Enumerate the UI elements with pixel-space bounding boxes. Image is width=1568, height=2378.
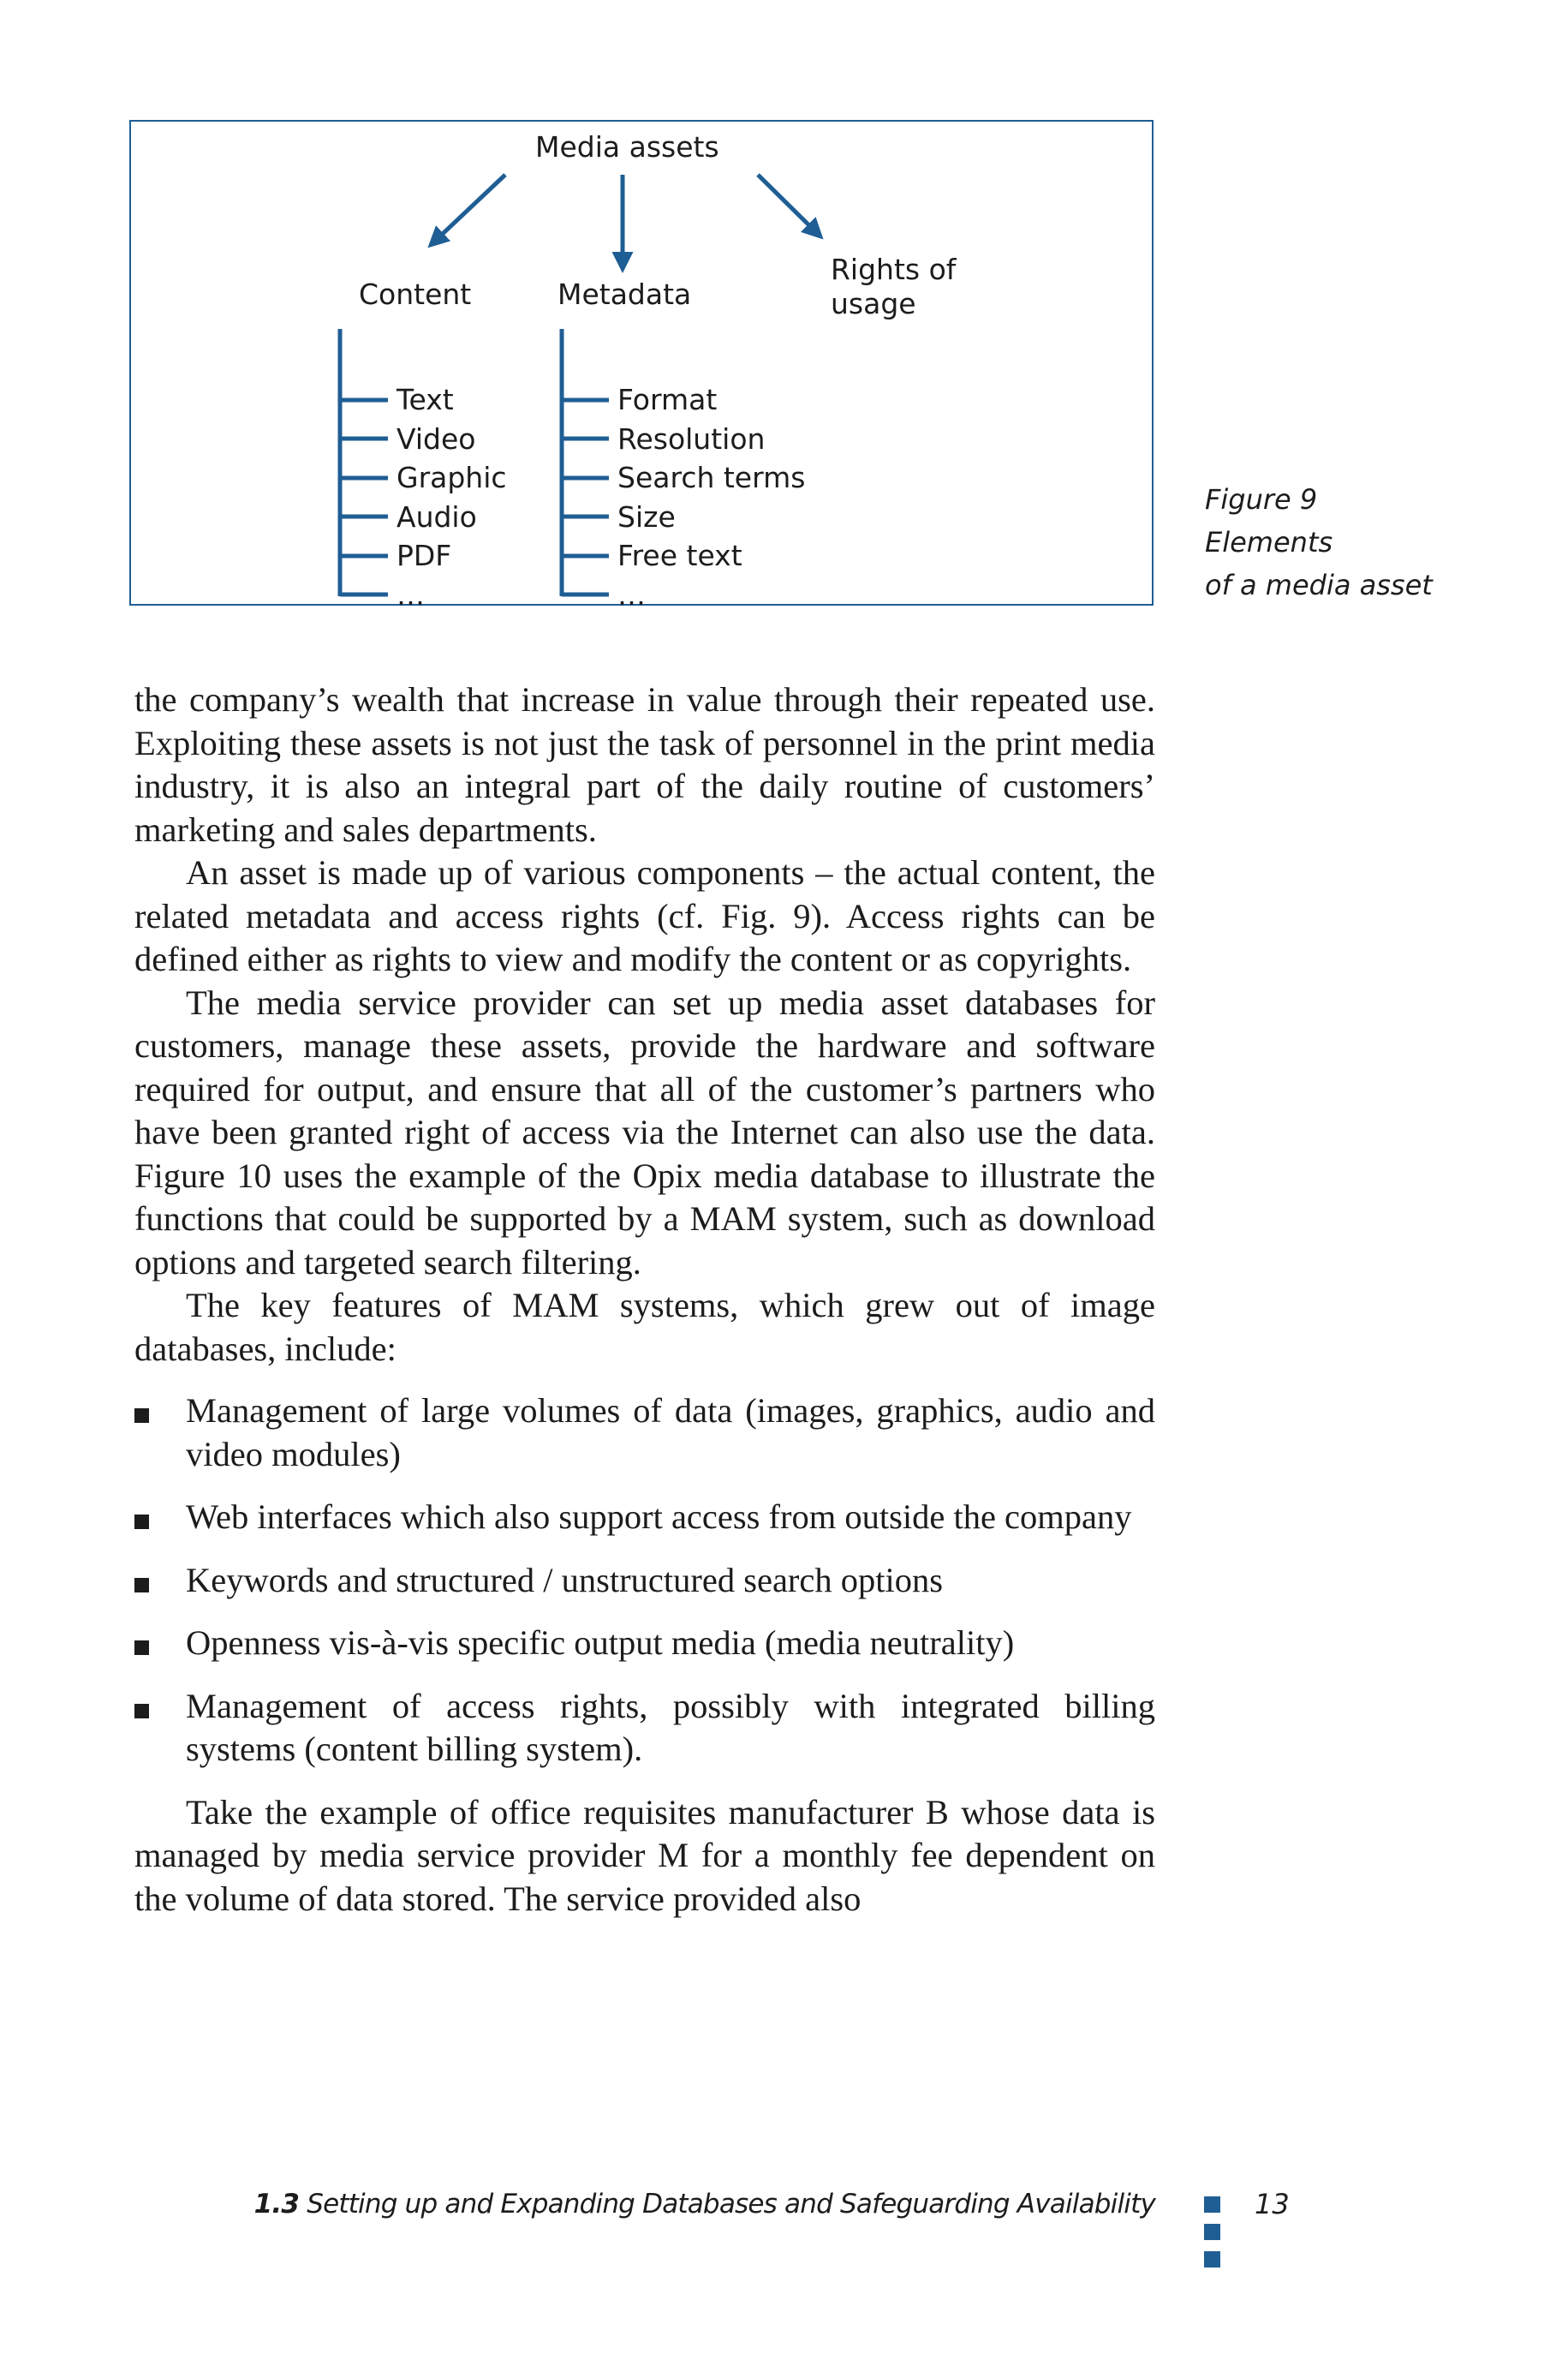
arrow-to-content [431, 175, 505, 245]
paragraph: the company’s wealth that increase in value through their repeated use. Exploiting these assets is not just the task of personnel in the print media industry, it is also an integral part of the daily routine of customers’ marketing and sales departments. [134, 680, 1155, 849]
content-items-list [396, 380, 507, 614]
metadata-item: Search terms [617, 461, 806, 494]
content-item: Video [396, 421, 476, 456]
list-item: Openness vis-à-vis specific output media (media neutrality) [134, 1622, 1155, 1665]
metadata-item: Size [617, 499, 676, 534]
paragraph: Take the example of office requisites manufacturer B whose data is managed by media service provider M for a monthly fee dependent on the volume of data stored. The service provided also [134, 1792, 1155, 1918]
list-item: Keywords and structured / unstructured search options [134, 1559, 1155, 1603]
metadata-item: Format [617, 383, 718, 416]
feature-list [134, 1389, 1155, 1772]
footer-square-marker [1204, 2224, 1220, 2240]
body-text [134, 678, 1155, 1921]
paragraph: The media service provider can set up media asset databases for customers, manage these assets, provide the hardware and software required for output, and ensure that all of the customer’s partners who have been granted right of access via the Internet can also use the data. Figure 10 uses the example of the Opix media database to illustrate the functions that could be supported by a MAM system, such as download options and targeted search filtering. [134, 983, 1155, 1282]
caption-line: of a media asset [1205, 569, 1433, 601]
media-asset-diagram [129, 120, 1154, 612]
paragraph: The key features of MAM systems, which grew out of image databases, include: [134, 1286, 1155, 1368]
content-tree-lines [340, 329, 388, 596]
metadata-item: Resolution [617, 421, 766, 456]
footer-square-marker [1204, 2196, 1220, 2213]
list-item: Management of large volumes of data (images, graphics, audio and video modules) [134, 1389, 1155, 1476]
section-number: 1.3 [253, 2189, 300, 2220]
diagram-root-label: Media assets [535, 130, 719, 164]
rights-line-2: usage [831, 287, 916, 320]
rights-line-1: Rights of [831, 253, 957, 286]
caption-line: Figure 9 [1205, 483, 1318, 516]
metadata-tree-lines [562, 329, 609, 596]
footer-square-marker [1204, 2251, 1220, 2267]
content-item: PDF [396, 539, 452, 572]
metadata-item: Free text [617, 539, 742, 572]
page-number: 13 [1255, 2188, 1290, 2220]
list-item: Management of access rights, possibly with integrated billing systems (content billing system). [134, 1685, 1155, 1772]
caption-line: Elements [1205, 526, 1333, 559]
figure-caption [1205, 478, 1433, 606]
list-item: Web interfaces which also support access from outside the company [134, 1496, 1155, 1539]
running-footer [254, 2187, 1155, 2221]
metadata-items-list [617, 380, 805, 614]
section-title: Setting up and Expanding Databases and Safeguarding Availability [307, 2189, 1155, 2220]
arrow-to-rights [758, 175, 820, 236]
paragraph: An asset is made up of various components – the actual content, the related metadata and access rights (cf. Fig. 9). Access rights can be defined either as rights to view and modify the content or as copyrights. [134, 853, 1155, 978]
diagram-metadata-label: Metadata [557, 278, 692, 311]
content-item: Audio [396, 499, 477, 534]
metadata-item: … [617, 577, 646, 612]
diagram-rights-label [831, 253, 956, 321]
diagram-content-label: Content [359, 278, 472, 311]
content-item: Text [396, 383, 454, 416]
content-item: … [396, 577, 425, 612]
content-item: Graphic [396, 461, 507, 494]
